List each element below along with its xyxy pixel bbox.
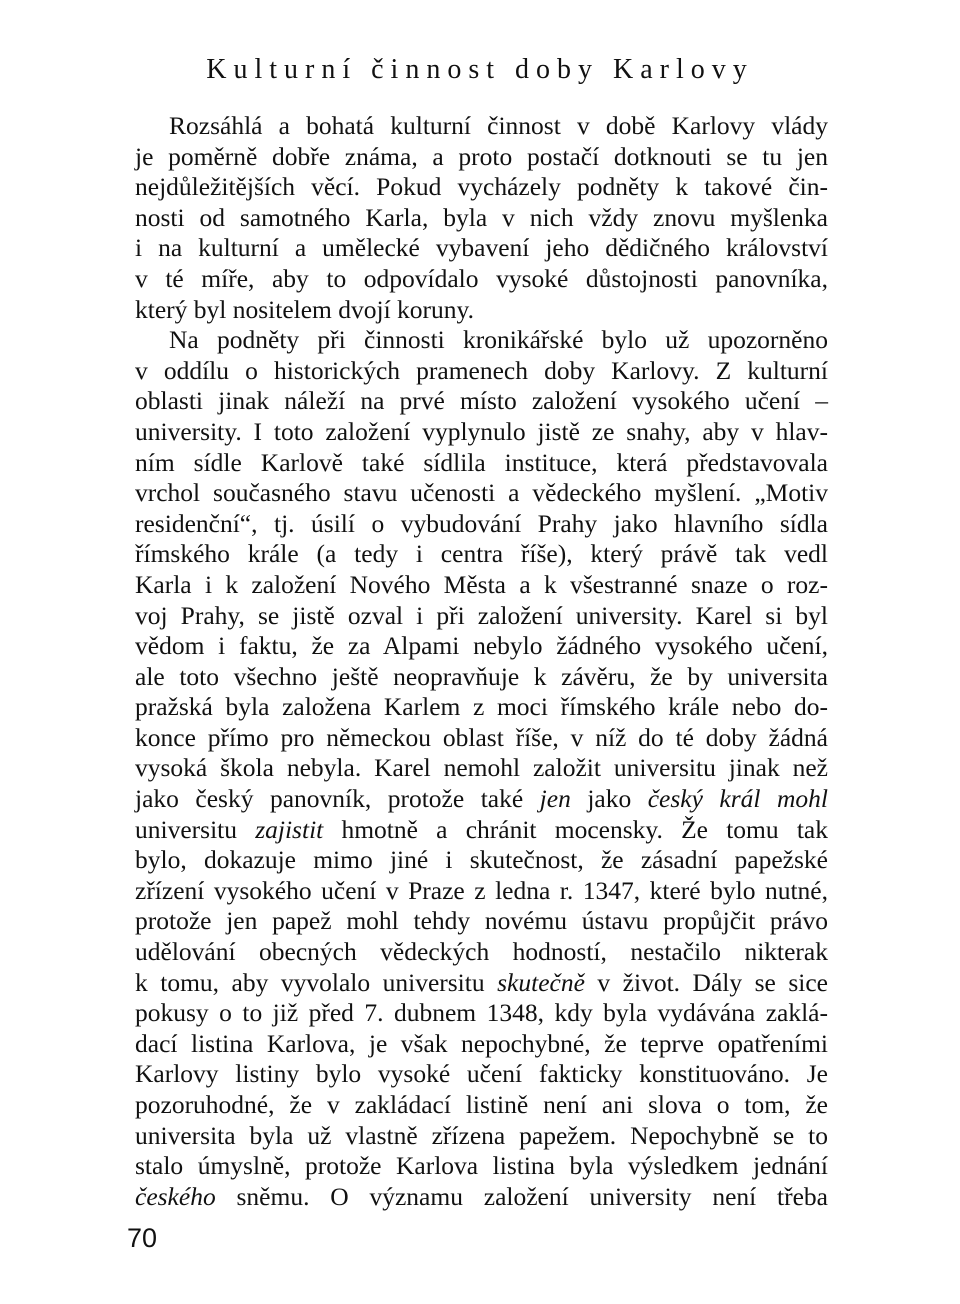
italic-emphasis: skutečně: [497, 967, 585, 997]
text-line: vědom i faktu, že za Alpami nebylo žádného vysokého učení,: [135, 631, 828, 661]
text-line-with-italics: českého sněmu. O významu založení university není třeba: [135, 1181, 828, 1211]
text-line: zřízení vysokého učení v Praze z ledna r. 1347, které bylo nutné,: [135, 875, 828, 905]
text-line: dací listina Karlova, je však nepochybné, že teprve opatřeními: [135, 1028, 828, 1058]
running-title: Kulturní činnost doby Karlovy: [206, 54, 754, 85]
text-line: university. I toto založení vyplynulo jistě ze snahy, aby v hlav-: [135, 416, 828, 446]
text-line: residenční“, tj. úsilí o vybudování Prahy jako hlavního sídla: [135, 508, 828, 538]
text-line: konce přímo pro německou oblast říše, v níž do té doby žádná: [135, 722, 828, 752]
text-line: bylo, dokazuje mimo jiné i skutečnost, že zásadní papežské: [135, 845, 828, 875]
text-line: Karlovy listiny bylo vysoké učení fakticky konstituováno. Je: [135, 1059, 828, 1089]
text-line: v té míře, aby to odpovídalo vysoké důstojnosti panovníka,: [135, 263, 828, 293]
text-line: pokusy o to již před 7. dubnem 1348, kdy byla vydávána zaklá-: [135, 998, 828, 1028]
text-line: pražská byla založena Karlem z moci římského krále nebo do-: [135, 692, 828, 722]
text-line: římského krále (a tedy i centra říše), který právě tak vedl: [135, 539, 828, 569]
text-line-with-italics: k tomu, aby vyvolalo universitu skutečně v život. Dály se sice: [135, 967, 828, 997]
text-line: nejdůležitějších věcí. Pokud vycházely podněty k takové čin-: [135, 172, 828, 202]
text-line: vysoká škola nebyla. Karel nemohl založit universitu jinak než: [135, 753, 828, 783]
page-number: 70: [127, 1223, 158, 1253]
text-line: ale toto všechno ještě neopravňuje k závěru, že by universita: [135, 661, 828, 691]
italic-emphasis: zajistit: [255, 814, 324, 844]
text-line: ním sídle Karlově také sídlila instituce, která představovala: [135, 447, 828, 477]
text-line-with-italics: universitu zajistit hmotně a chránit mocensky. Že tomu tak: [135, 814, 828, 844]
text-line: pozoruhodné, že v zakládací listině není ani slova o tom, že: [135, 1090, 828, 1119]
text-line: vrchol současného stavu učenosti a vědeckého myšlení. „Motiv: [135, 478, 828, 508]
text-line: nosti od samotného Karla, byla v nich vždy znovu myšlenka: [135, 202, 828, 232]
body-text: [135, 111, 828, 1212]
text-line: oblasti jinak náleží na prvé místo založení vysokého učení –: [135, 386, 828, 416]
text-line: protože jen papež mohl tehdy novému ústavu propůjčit právo: [135, 906, 828, 936]
italic-emphasis: jen: [539, 784, 571, 814]
text-line: universita byla už vlastně zřízena papežem. Nepochybně se to: [135, 1120, 828, 1150]
text-line: Karla i k založení Nového Města a k všestranné snaze o roz-: [135, 569, 828, 599]
text-line: je poměrně dobře známa, a proto postačí dotknouti se tu jen: [135, 141, 828, 171]
text-line: voj Prahy, se jistě ozval i při založení university. Karel si byl: [135, 600, 828, 630]
text-line: Rozsáhlá a bohatá kulturní činnost v době Karlovy vlády: [169, 111, 828, 140]
text-line: udělování obecných vědeckých hodností, nestačilo nikterak: [135, 937, 828, 967]
italic-emphasis: český král mohl: [647, 784, 828, 814]
text-line: který byl nositelem dvojí koruny.: [135, 294, 475, 324]
text-line: stalo úmyslně, protože Karlova listina byla výsledkem jednání: [135, 1151, 828, 1181]
text-line-with-italics: jako český panovník, protože také jen jako český král mohl: [135, 784, 828, 814]
text-line: i na kulturní a umělecké vybavení jeho dědičného království: [135, 233, 828, 263]
text-line: Na podněty při činnosti kronikářské bylo už upozorněno: [169, 325, 828, 355]
text-line: v oddílu o historických pramenech doby Karlovy. Z kulturní: [135, 355, 828, 385]
italic-emphasis: českého: [135, 1181, 216, 1211]
